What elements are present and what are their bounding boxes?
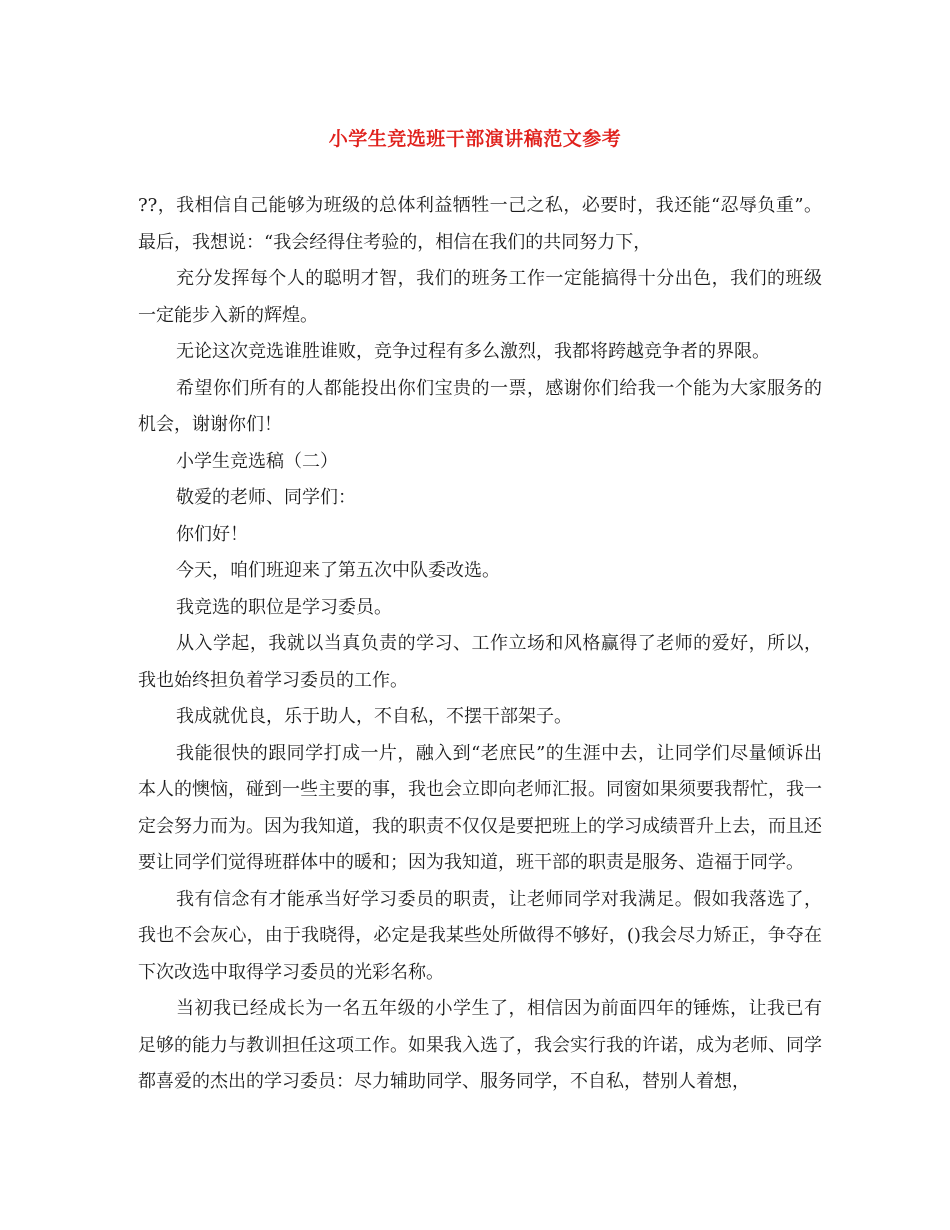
paragraph-3: 无论这次竞选谁胜谁败，竞争过程有多么激烈，我都将跨越竞争者的界限。 [176,341,770,362]
paragraph-10: 从入学起，我就以当真负责的学习、工作立场和风格赢得了老师的爱好，所以，我也始终担负着学习委员的工作。 [138,633,822,691]
paragraph-11: 我成就优良，乐于助人，不自私，不摆干部架子。 [176,706,572,727]
paragraph-9: 我竞选的职位是学习委员。 [176,596,392,618]
paragraph-14: 当初我已经成长为一名五年级的小学生了，相信因为前面四年的锤炼，让我已有足够的能力与教训担任这项工作。如果我入选了，我会实行我的许诺，成为老师、同学都喜爱的杰出的学习委员：尽力辅助同学、服务同学，不自私，替别人着想， [138,998,822,1092]
document-title: 小学生竞选班干部演讲稿范文参考 [328,128,622,150]
greeting: 你们好！ [176,523,248,545]
paragraph-8: 今天，咱们班迎来了第五次中队委改选。 [176,560,500,581]
paragraph-1: ??，我相信自己能够为班级的总体利益牺牲一己之私，必要时，我还能“忍辱负重”。最后，我想说：“我会经得住考验的，相信在我们的共同努力下， [138,195,822,253]
salutation: 敬爱的老师、同学们： [176,487,356,508]
section-heading-2: 小学生竞选稿（二） [176,450,338,472]
paragraph-12: 我能很快的跟同学打成一片，融入到“老庶民”的生涯中去，让同学们尽量倾诉出本人的懊恼，碰到一些主要的事，我也会立即向老师汇报。同窗如果须要我帮忙，我一定会努力而为。因为我知道，我的职责不仅仅是要把班上的学习成绩晋升上去，而且还要让同学们觉得班群体中的暖和；因为我知道，班干部的职责是服务、造福于同学。 [138,742,822,873]
paragraph-13: 我有信念有才能承当好学习委员的职责，让老师同学对我满足。假如我落选了，我也不会灰心，由于我晓得，必定是我某些处所做得不够好，()我会尽力矫正，争夺在下次改选中取得学习委员的光彩名称。 [138,888,822,983]
paragraph-2: 充分发挥每个人的聪明才智，我们的班务工作一定能搞得十分出色，我们的班级一定能步入新的辉煌。 [138,268,822,326]
document-body [138,188,822,1101]
paragraph-4: 希望你们所有的人都能投出你们宝贵的一票，感谢你们给我一个能为大家服务的机会，谢谢你们！ [138,377,822,435]
